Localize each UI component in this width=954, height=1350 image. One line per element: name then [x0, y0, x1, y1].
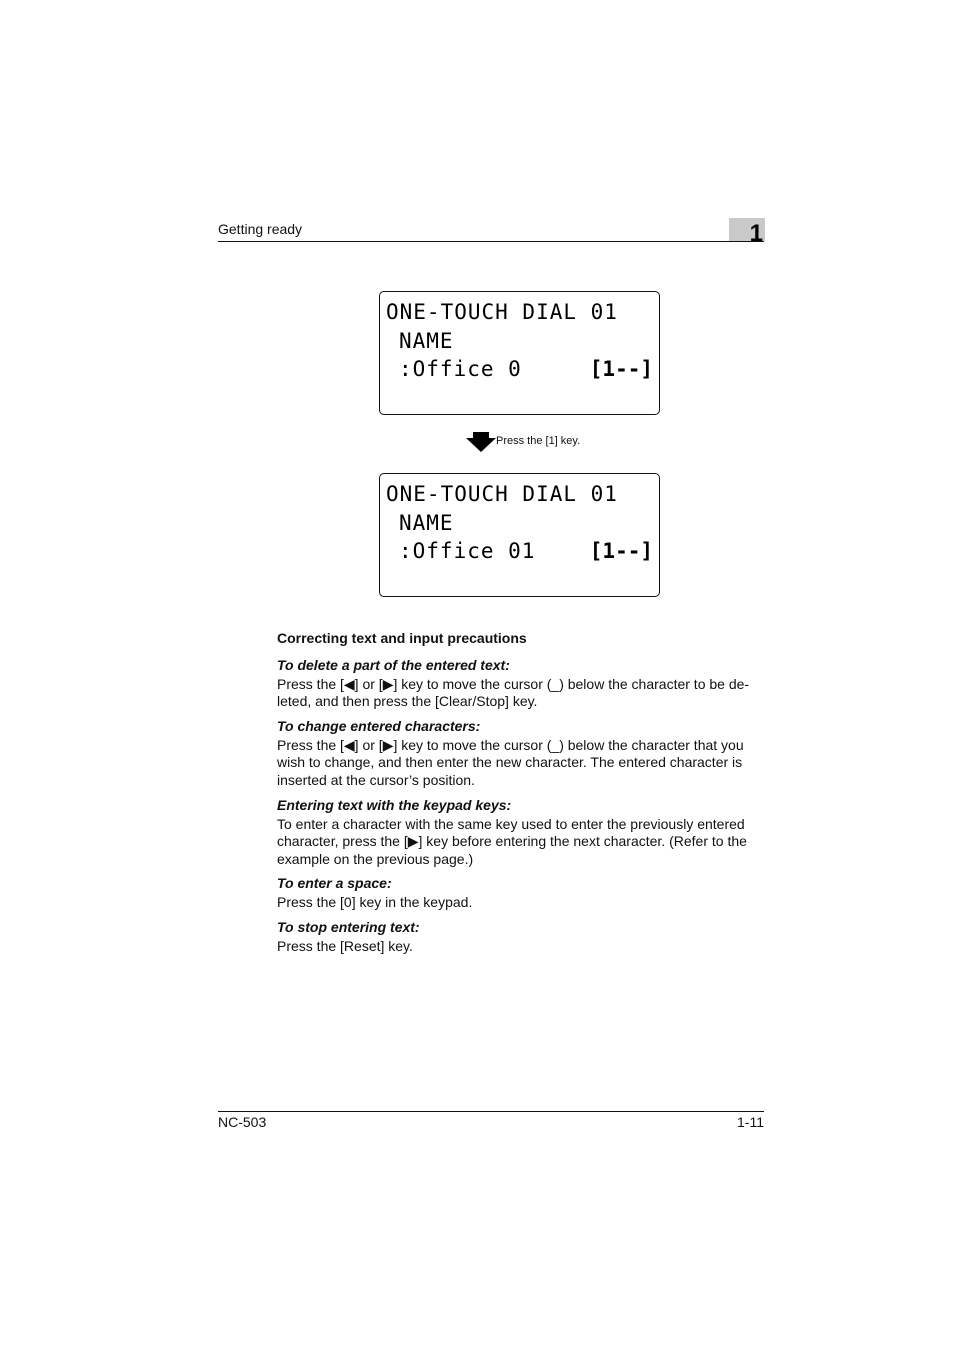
- running-header: Getting ready: [218, 221, 303, 237]
- chapter-number: 1: [749, 220, 763, 247]
- lcd-input-mode-indicator: [1--]: [589, 539, 653, 563]
- instruction-body: Press the [◀] or [▶] key to move the cursor (_) below the character to be de-leted, and then press the [Clear/Stop] key.: [277, 675, 750, 710]
- arrow-caption: Press the [1] key.: [496, 435, 581, 447]
- lcd-line-value: :Office 01: [399, 539, 536, 563]
- instruction-body: To enter a character with the same key used to enter the previously entered character, press the [▶] key before entering the next character. (Refer to the example on the previous page.): [277, 815, 747, 868]
- lcd-screen-after: [379, 473, 660, 597]
- lcd-line-value: :Office 0: [399, 357, 522, 381]
- instruction-item: [277, 718, 765, 790]
- lcd-line-field: NAME: [399, 511, 454, 535]
- instruction-body: Press the [0] key in the keypad.: [277, 893, 473, 910]
- lcd-line-title: ONE-TOUCH DIAL 01: [386, 482, 618, 506]
- chapter-tab: [729, 218, 765, 247]
- lcd-screen-before: [379, 291, 660, 415]
- lcd-input-mode-indicator: [1--]: [589, 357, 653, 381]
- lcd-line-title: ONE-TOUCH DIAL 01: [386, 300, 618, 324]
- instruction-item: [277, 919, 765, 955]
- instruction-heading: To delete a part of the entered text:: [277, 657, 510, 673]
- instruction-item: [277, 875, 765, 911]
- down-arrow-icon: [466, 432, 496, 452]
- lcd-line-field: NAME: [399, 329, 454, 353]
- instruction-item: [277, 797, 765, 869]
- footer-rule: [218, 1111, 764, 1112]
- footer-page-number: 1-11: [737, 1114, 764, 1130]
- instruction-heading: To stop entering text:: [277, 919, 420, 935]
- instruction-heading: To enter a space:: [277, 875, 392, 891]
- instruction-body: Press the [◀] or [▶] key to move the cursor (_) below the character that you wish to change, and then enter the new character. The entered character is inserted at the cursor’s position.: [277, 736, 744, 789]
- instruction-heading: Entering text with the keypad keys:: [277, 797, 512, 813]
- header-rule: [218, 241, 764, 242]
- section-title: Correcting text and input precautions: [277, 630, 527, 646]
- instruction-heading: To change entered characters:: [277, 718, 481, 734]
- footer-model: NC-503: [218, 1114, 267, 1130]
- instruction-body: Press the [Reset] key.: [277, 937, 413, 954]
- instruction-item: [277, 657, 765, 711]
